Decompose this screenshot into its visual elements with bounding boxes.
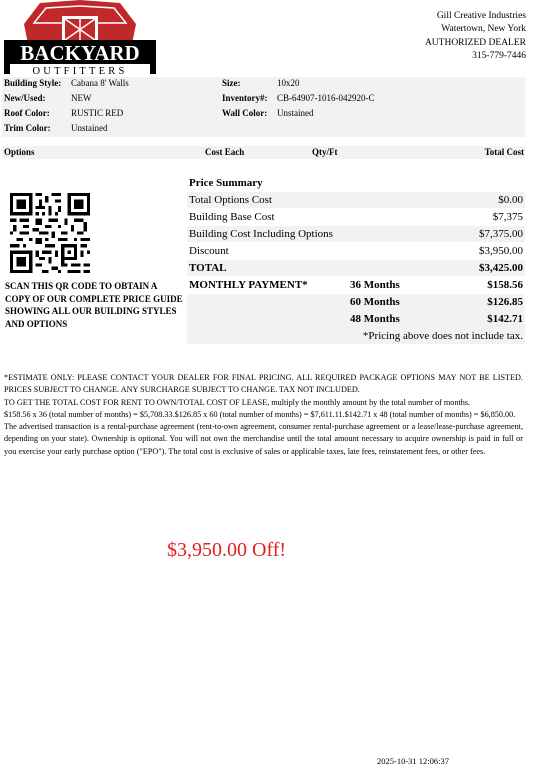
summary-value: $0.00	[498, 194, 523, 206]
trim-label: Trim Color:	[4, 123, 51, 133]
summary-label: Building Cost Including Options	[189, 228, 333, 240]
roof-value: RUSTIC RED	[71, 108, 124, 118]
disclaimer-rto: TO GET THE TOTAL COST FOR RENT TO OWN/TOTAL COST OF LEASE, multiply the monthly amount by the total number of months.	[4, 397, 471, 407]
monthly-row	[187, 277, 525, 293]
total-value: $3,425.00	[479, 262, 523, 274]
monthly-row	[187, 311, 525, 327]
size-value: 10x20	[277, 78, 300, 88]
dealer-name: Gill Creative Industries	[436, 11, 526, 21]
summary-row	[187, 209, 525, 225]
trim-value: Unstained	[71, 123, 108, 133]
options-table-header	[2, 146, 525, 159]
monthly-amount: $126.85	[487, 296, 523, 308]
disclaimer-legal: The advertised transaction is a rental-purchase agreement (rent-to-own agreement, consumer rental-purchase agreement or a lease/lease-purchase agreement, depending on your state). Ownership is optional. You will not own the merchandise until the total amount necessary to acquire ownership is paid in full or you exercise your early purchase option ("EPO"). The total cost is exclusive of sales or applicable taxes, late fees, reinstatement fees, or other fees.	[4, 422, 523, 456]
condition-label: New/Used:	[4, 93, 46, 103]
tax-note-row	[187, 328, 525, 344]
roof-label: Roof Color:	[4, 108, 50, 118]
monthly-row	[187, 294, 525, 310]
monthly-payment-label: MONTHLY PAYMENT*	[189, 279, 308, 291]
dealer-info	[425, 10, 526, 63]
monthly-term: 36 Months	[350, 279, 400, 291]
monthly-amount: $142.71	[487, 313, 523, 325]
inventory-value: CB-64907-1016-042920-C	[277, 93, 375, 103]
logo-subtitle: OUTFITTERS	[32, 66, 128, 76]
disclaimer-math: $158.56 x 36 (total number of months) = $5,708.33.$126.85 x 60 (total number of months) = $7,611.11.$142.71 x 48 (total number of months) = $6,850.00.	[4, 409, 516, 419]
summary-total-row	[187, 260, 525, 276]
qr-caption: SCAN THIS QR CODE TO OBTAIN A COPY OF OUR COMPLETE PRICE GUIDE SHOWING ALL OUR BUILDING STYLES AND OPTIONS	[5, 281, 183, 329]
wall-label: Wall Color:	[222, 108, 268, 118]
condition-value: NEW	[71, 93, 92, 103]
summary-value: $3,950.00	[479, 245, 523, 257]
style-label: Building Style:	[4, 78, 62, 88]
col-options: Options	[4, 147, 35, 157]
col-cost-each: Cost Each	[205, 147, 245, 157]
style-value: Cabana 8' Walls	[71, 78, 129, 88]
col-qty: Qty/Ft	[312, 147, 338, 157]
qr-code	[10, 193, 90, 273]
wall-value: Unstained	[277, 108, 314, 118]
price-summary-title: Price Summary	[189, 177, 263, 189]
dealer-phone: 315-779-7446	[472, 50, 526, 61]
summary-label: Total Options Cost	[189, 194, 272, 206]
dealer-city: Watertown, New York	[441, 24, 526, 35]
inventory-label: Inventory#:	[222, 93, 268, 103]
summary-row	[187, 226, 525, 242]
monthly-term: 48 Months	[350, 313, 400, 325]
monthly-term: 60 Months	[350, 296, 400, 308]
summary-value: $7,375	[492, 211, 523, 223]
summary-value: $7,375.00	[479, 228, 523, 240]
col-total: Total Cost	[484, 147, 524, 157]
discount-promo: $3,950.00 Off!	[167, 539, 287, 561]
logo-wordmark: BACKYARD	[20, 41, 140, 65]
summary-row	[187, 243, 525, 259]
backyard-outfitters-logo	[4, 0, 156, 76]
size-label: Size:	[222, 78, 241, 88]
summary-label: Building Base Cost	[189, 211, 275, 223]
total-label: TOTAL	[189, 262, 227, 274]
disclaimer-estimate: *ESTIMATE ONLY: PLEASE CONTACT YOUR DEALER FOR FINAL PRICING. ALL REQUIRED PACKAGE OPTIONS MAY NOT BE LISTED. PRICES SUBJECT TO CHANGE. ANY SURCHARGE SUBJECT TO CHANGE. TAX NOT INCLUDED.	[4, 373, 523, 395]
tax-note: *Pricing above does not include tax.	[362, 330, 523, 342]
summary-label: Discount	[189, 245, 229, 257]
summary-row	[187, 192, 525, 208]
print-timestamp: 2025-10-31 12:06:37	[377, 756, 450, 766]
monthly-amount: $158.56	[487, 279, 523, 291]
dealer-role: AUTHORIZED DEALER	[424, 37, 526, 48]
building-specs	[2, 77, 525, 137]
disclaimer	[4, 372, 523, 458]
